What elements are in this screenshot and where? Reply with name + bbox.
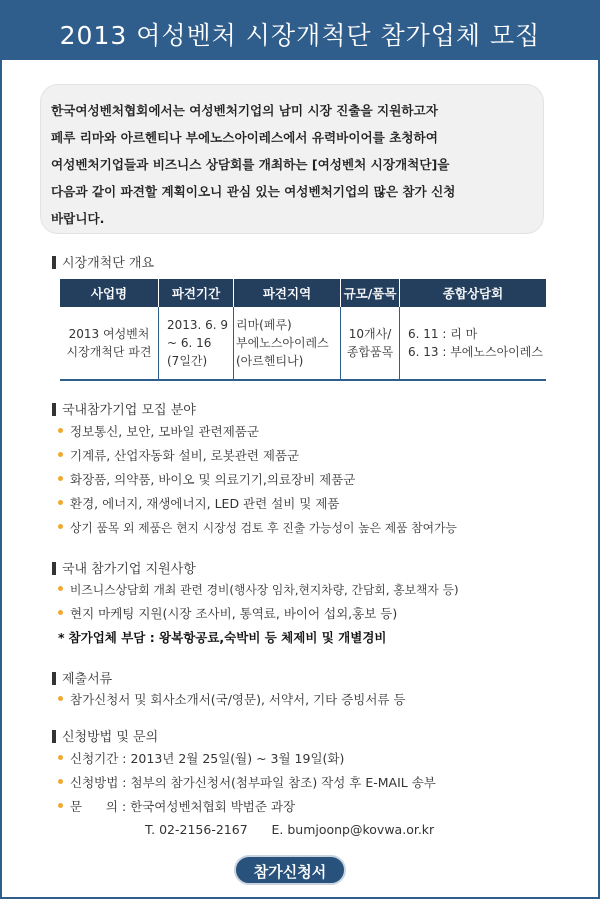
- section-bar-icon: [52, 403, 56, 416]
- list-item: 신청방법 : 첨부의 참가신청서(첨부파일 참조) 작성 후 E-MAIL 송부: [52, 771, 436, 795]
- asterisk-icon: *: [58, 630, 65, 645]
- support-section-title: 국내 참가기업 지원사항: [52, 558, 196, 577]
- documents-list: [52, 688, 406, 712]
- table-header-cell: 파견지역: [234, 279, 341, 307]
- table-cell-consultation: 6. 11 : 리 마 6. 13 : 부에노스아이레스: [400, 307, 547, 380]
- bullet-icon: [58, 452, 63, 457]
- table-cell-scale: 10개사/ 종합품목: [341, 307, 400, 380]
- page-title: 2013 여성벤처 시장개척단 참가업체 모집: [59, 21, 541, 50]
- intro-line: 다음과 같이 파견할 계획이오니 관심 있는 여성벤처기업의 많은 참가 신청: [51, 184, 456, 199]
- table-cell-period: 2013. 6. 9 ~ 6. 16 (7일간): [159, 307, 234, 380]
- intro-line: 여성벤처기업들과 비즈니스 상담회를 개최하는 [여성벤처 시장개척단]을: [51, 157, 450, 172]
- overview-table: [60, 279, 546, 381]
- list-item: 상기 품목 외 제품은 현지 시장성 검토 후 진출 가능성이 높은 제품 참여가능: [52, 516, 457, 540]
- table-header-row: [60, 279, 546, 307]
- table-cell-region: 리마(페루) 부에노스아이레스 (아르헨티나): [234, 307, 341, 380]
- list-item: 참가신청서 및 회사소개서(국/영문), 서약서, 기타 증빙서류 등: [52, 688, 406, 712]
- list-item: 환경, 에너지, 재생에너지, LED 관련 설비 및 제품: [52, 492, 457, 516]
- section-bar-icon: [52, 256, 56, 269]
- documents-section-title: 제출서류: [52, 668, 112, 687]
- section-bar-icon: [52, 562, 56, 575]
- overview-section-title: 시장개척단 개요: [52, 252, 154, 271]
- bullet-icon: [58, 586, 63, 591]
- list-item: 현지 마케팅 지원(시장 조사비, 통역료, 바이어 섭외,홍보 등): [52, 602, 459, 626]
- bullet-icon: [58, 696, 63, 701]
- list-item-note: * 참가업체 부담 : 왕복항공료,숙박비 등 체제비 및 개별경비: [58, 630, 387, 645]
- bullet-icon: [58, 476, 63, 481]
- contact-info: T. 02-2156-2167 E. bumjoonp@kovwa.or.kr: [145, 822, 435, 837]
- list-item: 기계류, 산업자동화 설비, 로봇관련 제품군: [52, 444, 457, 468]
- list-item: 신청기간 : 2013년 2월 25일(월) ~ 3월 19일(화): [52, 747, 436, 771]
- intro-line: 한국여성벤처협회에서는 여성벤처기업의 남미 시장 진출을 지원하고자: [51, 103, 438, 118]
- list-item: 정보통신, 보안, 모바일 관련제품군: [52, 420, 457, 444]
- recruit-list: [52, 420, 457, 540]
- application-form-button[interactable]: 참가신청서: [234, 855, 346, 885]
- table-header-cell: 종합상담회: [400, 279, 547, 307]
- intro-line: 바랍니다.: [51, 211, 105, 226]
- bullet-icon: [58, 428, 63, 433]
- table-row: [60, 307, 546, 380]
- intro-box: [40, 84, 544, 234]
- table-header-cell: 규모/품목: [341, 279, 400, 307]
- apply-section-title: 신청방법 및 문의: [52, 726, 158, 745]
- bullet-icon: [58, 779, 63, 784]
- intro-text: [51, 97, 533, 232]
- list-item: 화장품, 의약품, 바이오 및 의료기기,의료장비 제품군: [52, 468, 457, 492]
- bullet-icon: [58, 500, 63, 505]
- table-cell-name: 2013 여성벤처 시장개척단 파견: [60, 307, 159, 380]
- support-list: [52, 578, 459, 650]
- section-bar-icon: [52, 672, 56, 685]
- bullet-icon: [58, 610, 63, 615]
- bullet-icon: [58, 524, 63, 529]
- intro-line: 페루 리마와 아르헨티나 부에노스아이레스에서 유력바이어를 초청하여: [51, 130, 438, 145]
- page-header: [2, 2, 598, 60]
- table-header-cell: 사업명: [60, 279, 159, 307]
- bullet-icon: [58, 755, 63, 760]
- apply-list: [52, 747, 436, 819]
- section-bar-icon: [52, 730, 56, 743]
- list-item: 비즈니스상담회 개최 관련 경비(행사장 임차,현지차량, 간담회, 홍보책자 등): [52, 578, 459, 602]
- recruit-section-title: 국내참가기업 모집 분야: [52, 399, 196, 418]
- table-header-cell: 파견기간: [159, 279, 234, 307]
- bullet-icon: [58, 803, 63, 808]
- list-item: 문 의 : 한국여성벤처협회 박범준 과장: [52, 795, 436, 819]
